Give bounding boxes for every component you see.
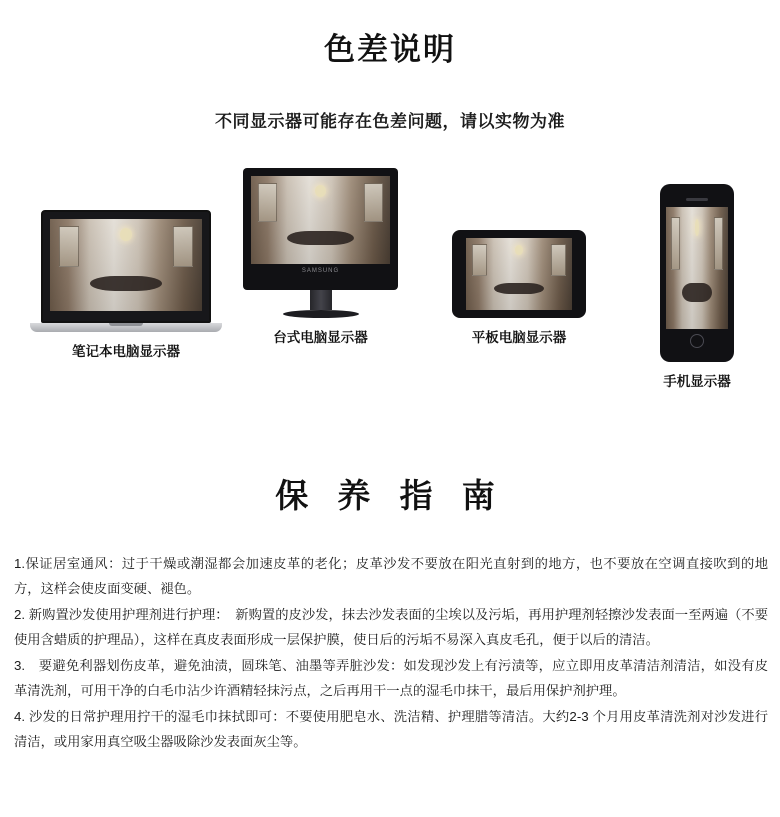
photo-pendant-lamp <box>315 185 326 197</box>
laptop-screen-photo <box>50 219 202 311</box>
guide-title: 保 养 指 南 <box>275 477 505 514</box>
laptop-trackpad-notch <box>109 323 143 326</box>
device-laptop <box>30 210 222 360</box>
color-difference-subtitle: 不同显示器可能存在色差问题，请以实物为准 <box>215 112 565 131</box>
photo-pendant-lamp <box>695 219 700 236</box>
photo-window-right <box>364 183 383 222</box>
photo-window-left <box>671 217 680 270</box>
photo-window-left <box>472 244 487 276</box>
monitor-base <box>283 310 359 318</box>
guide-paragraph: 4. 沙发的日常护理用拧干的湿毛巾抹拭即可：不要使用肥皂水、洗洁精、护理腊等清洁。大约2-3 个月用皮革清洗剂对沙发进行清洁，或用家用真空吸尘器吸除沙发表面灰尘等。 <box>14 709 768 749</box>
device-phone <box>645 184 749 390</box>
guide-paragraph: 3. 要避免利器划伤皮革，避免油渍，圆珠笔、油墨等弄脏沙发：如发现沙发上有污渍等，应立即用皮革清洁剂清洁，如没有皮革清洗剂，可用干净的白毛巾沾少许酒精轻抹污点，之后再用干一点的湿毛巾抹干，最后用保护剂护理。 <box>14 658 768 698</box>
photo-window-left <box>258 183 277 222</box>
guide-paragraph: 2. 新购置沙发使用护理剂进行护理： 新购置的皮沙发，抹去沙发表面的尘埃以及污垢，再用护理剂轻擦沙发表面一至两遍（不要使用含蜡质的护理品），这样在真皮表面形成一层保护膜，使日后的污垢不易深入真皮毛孔，便于以后的清洁。 <box>14 607 768 647</box>
device-desktop-monitor <box>243 168 398 346</box>
maintenance-guide-section <box>0 470 780 754</box>
device-caption-phone: 手机显示器 <box>663 374 731 389</box>
color-difference-section <box>0 0 780 398</box>
photo-window-left <box>59 226 79 267</box>
device-gallery <box>0 168 780 398</box>
phone-screen-photo <box>666 207 728 329</box>
photo-pendant-lamp <box>515 245 523 255</box>
phone-home-button <box>690 334 704 348</box>
photo-pendant-lamp <box>120 228 132 241</box>
monitor-brand-label: SAMSUNG <box>301 268 340 274</box>
monitor-frame <box>243 168 398 290</box>
photo-window-right <box>173 226 193 267</box>
monitor-neck <box>310 290 332 310</box>
phone-frame <box>660 184 734 362</box>
phone-speaker-grille <box>686 198 708 201</box>
device-caption-tablet: 平板电脑显示器 <box>471 330 567 345</box>
laptop-base <box>30 323 222 332</box>
guide-paragraph: 1.保证居室通风：过于干燥或潮湿都会加速皮革的老化；皮革沙发不要放在阳光直射到的地方，也不要放在空调直接吹到的地方，这样会使皮面变硬、褪色。 <box>14 556 768 596</box>
tablet-frame <box>452 230 586 318</box>
photo-window-right <box>714 217 723 270</box>
tablet-screen-photo <box>466 238 572 310</box>
page-title: 色差说明 <box>324 32 456 67</box>
laptop-lid <box>41 210 211 323</box>
monitor-screen-photo <box>251 176 390 264</box>
photo-window-right <box>551 244 566 276</box>
device-tablet <box>452 230 586 346</box>
device-caption-laptop: 笔记本电脑显示器 <box>72 344 180 359</box>
guide-text-body <box>14 551 768 754</box>
device-caption-desktop: 台式电脑显示器 <box>273 330 368 345</box>
